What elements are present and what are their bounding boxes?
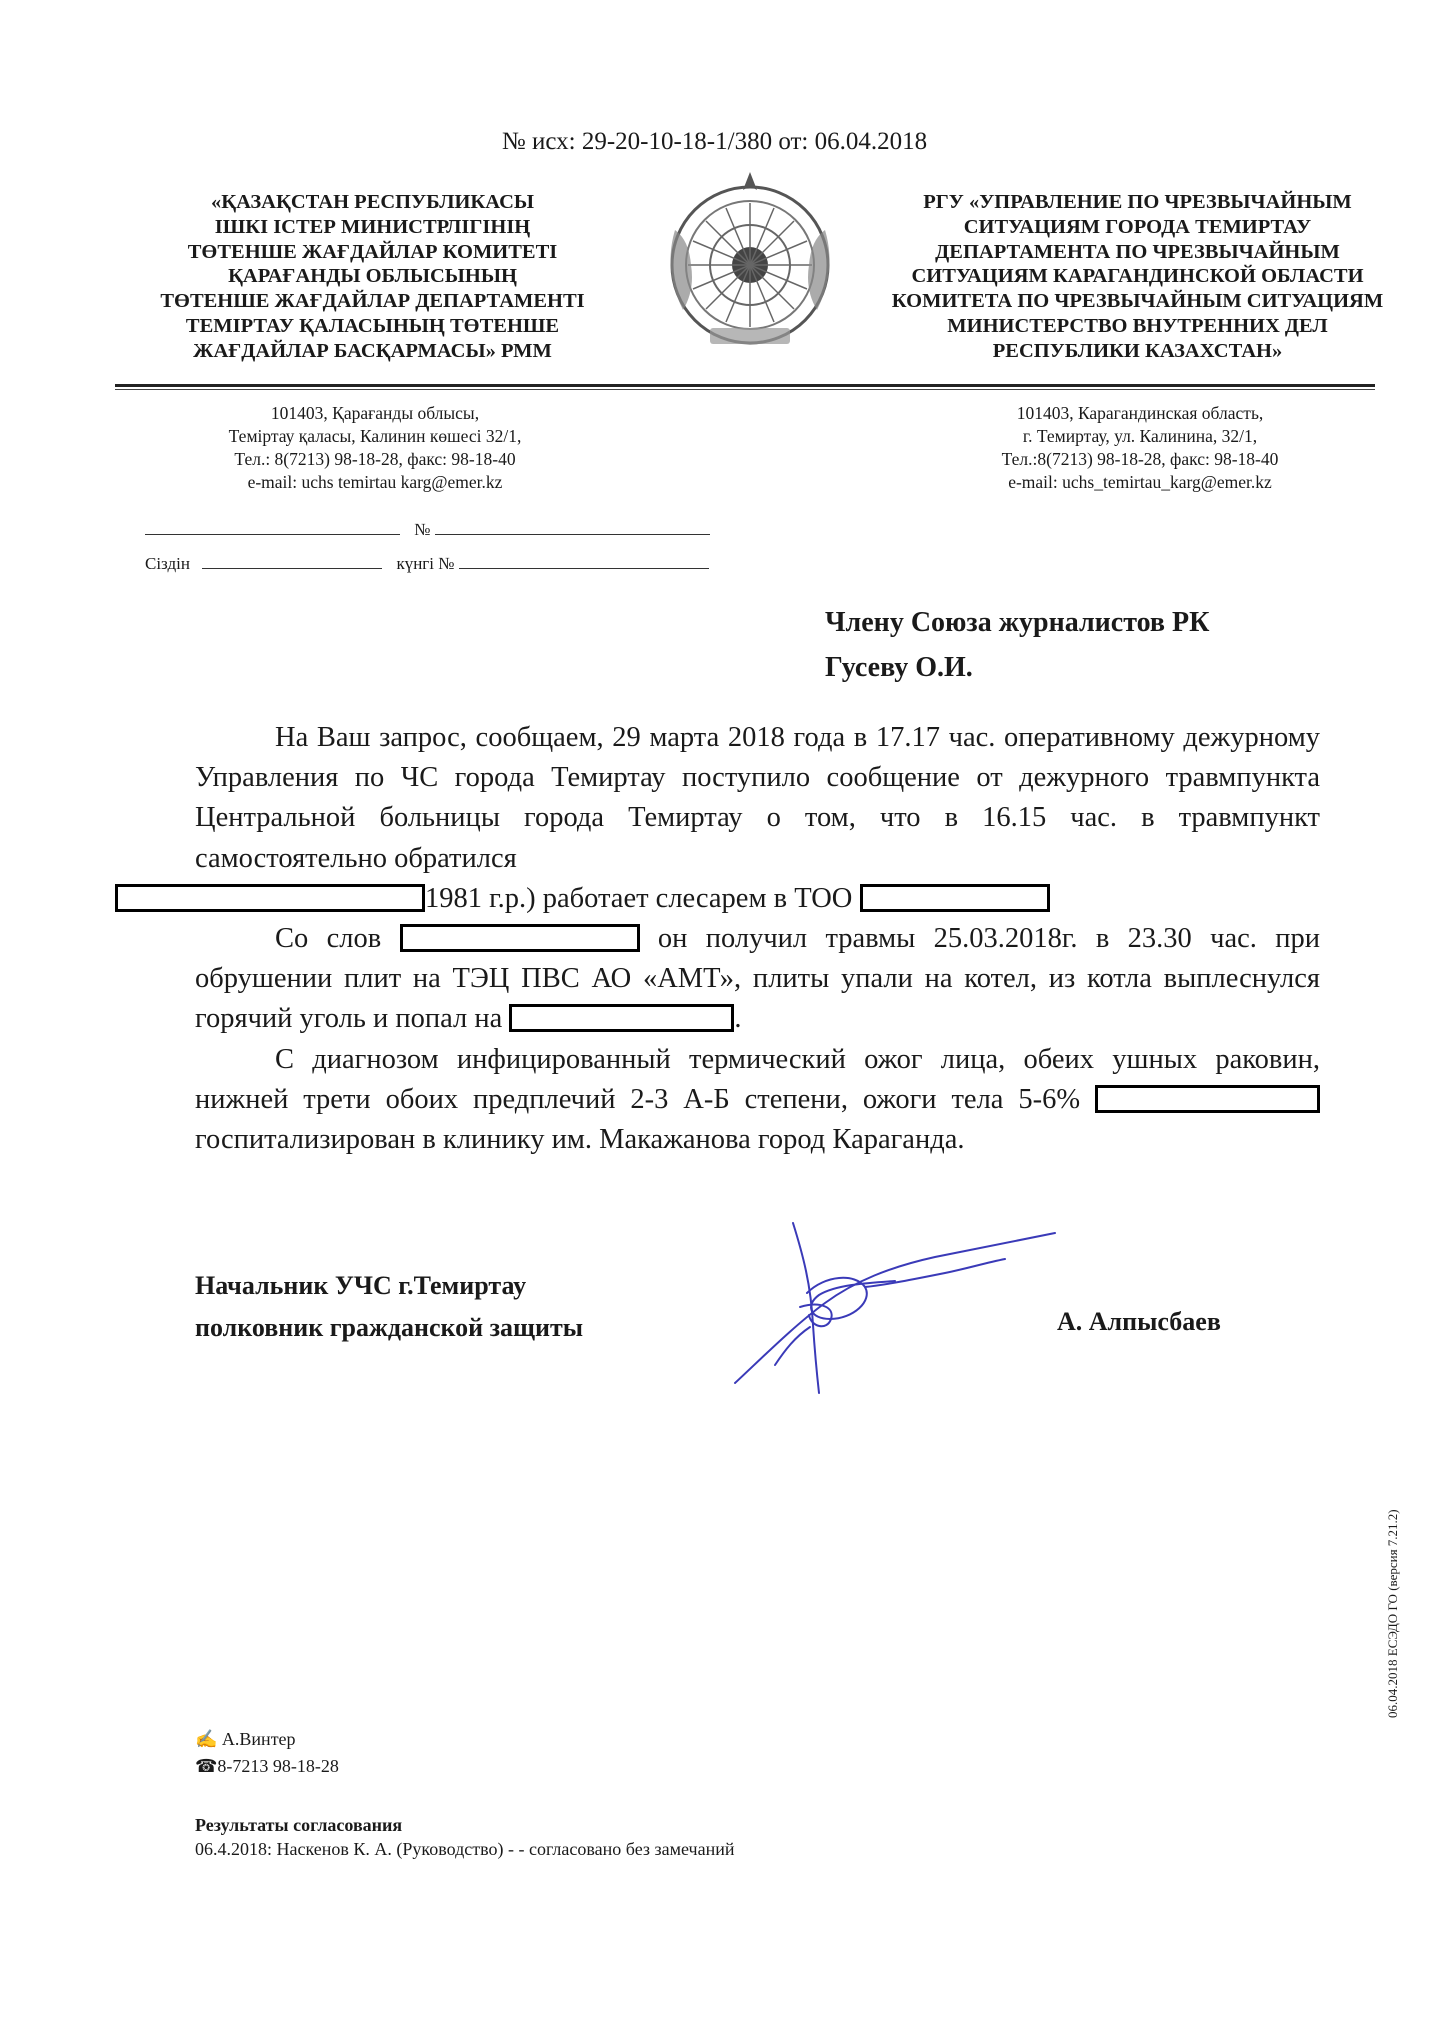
org-ru-line: СИТУАЦИЯМ КАРАГАНДИНСКОЙ ОБЛАСТИ <box>911 265 1364 288</box>
signatory-name: А. Алпысбаев <box>1057 1307 1221 1336</box>
address-line: e-mail: uchs_temirtau_karg@emer.kz <box>1008 472 1272 492</box>
blank-field <box>145 518 400 535</box>
address-line: e-mail: uchs temirtau karg@emer.kz <box>247 472 503 492</box>
addressee-line: Члену Союза журналистов РК <box>825 607 1210 638</box>
org-kz-line: ҚАРАҒАНДЫ ОБЛЫСЫНЫҢ <box>228 265 517 288</box>
paragraph-text: . <box>734 1003 742 1035</box>
address-line: Тел.:8(7213) 98-18-28, факс: 98-18-40 <box>1001 449 1279 469</box>
blank-field <box>459 552 709 569</box>
org-kz-line: ІШКІ ІСТЕР МИНИСТРЛІГІНІҢ <box>214 215 531 238</box>
org-ru-line: РЕСПУБЛИКИ КАЗАХСТАН» <box>992 339 1283 362</box>
pen-icon: ✍ <box>195 1729 218 1749</box>
address-line: Тел.: 8(7213) 98-18-28, факс: 98-18-40 <box>234 449 516 469</box>
handwritten-signature <box>715 1215 1060 1400</box>
address-line: г. Темиртау, ул. Калинина, 32/1, <box>1022 426 1258 446</box>
redaction-box <box>115 884 425 912</box>
executor-phone-row <box>195 1753 339 1780</box>
redaction-box <box>860 884 1050 912</box>
org-ru-line: РГУ «УПРАВЛЕНИЕ ПО ЧРЕЗВЫЧАЙНЫМ <box>923 191 1352 213</box>
approval-line: 06.4.2018: Наскенов К. А. (Руководство) - - согласовано без замечаний <box>195 1839 735 1859</box>
paragraph <box>195 1040 1320 1161</box>
number-label: № <box>414 520 431 539</box>
reference-date-line <box>145 552 709 574</box>
paragraph <box>195 718 1320 919</box>
paragraph <box>195 919 1320 1040</box>
org-kz-line: ТӨТЕНШЕ ЖАҒДАЙЛАР ДЕПАРТАМЕНТІ <box>160 290 585 313</box>
paragraph-text: На Ваш запрос, сообщаем, 29 марта 2018 года в 17.17 час. оперативному дежурному Управления по ЧС города Темиртау поступило сообщение от дежурного травмпункта Центральной больницы города Темиртау о том, что в 16.15 час. в травмпункт самостоятельно обратился <box>195 722 1320 874</box>
yours-label: Сіздін <box>145 554 190 573</box>
executor-name: А.Винтер <box>221 1729 296 1749</box>
outgoing-number: № исх: 29-20-10-18-1/380 от: 06.04.2018 <box>501 128 928 155</box>
organization-name-ru <box>850 190 1425 364</box>
org-kz-line: ТЕМІРТАУ ҚАЛАСЫНЫҢ ТӨТЕНШЕ <box>185 314 560 337</box>
paragraph-text: С диагнозом инфицированный термический ожог лица, обеих ушных раковин, нижней трети обоих предплечий 2-3 А-Б степени, ожоги тела 5-6% <box>195 1043 1320 1115</box>
paragraph-text: 1981 г.р.) работает слесарем в ТОО <box>425 882 853 914</box>
edms-side-stamp-text: 06.04.2018 ЕСЭДО ГО (версия 7.21.2) <box>1385 1509 1400 1718</box>
addressee <box>825 600 1209 690</box>
paragraph-text: он получил травмы 25.03.2018г. в 23.30 час. при обрушении плит на ТЭЦ ПВС АО «АМТ», плиты упали на котел, из котла выплеснулся горячий уголь и попал на <box>195 923 1320 1035</box>
signatory-role-line: полковник гражданской защиты <box>195 1313 584 1342</box>
approval-results <box>195 1813 734 1861</box>
org-kz-line: «ҚАЗАҚСТАН РЕСПУБЛИКАСЫ <box>210 191 535 213</box>
executor-phone: 8-7213 98-18-28 <box>217 1756 339 1776</box>
telephone-icon: ☎ <box>195 1756 218 1776</box>
letter-body <box>195 718 1320 1160</box>
blank-field <box>435 518 710 535</box>
executor-info <box>195 1726 339 1780</box>
redaction-box <box>509 1004 734 1032</box>
signatory-role-line: Начальник УЧС г.Темиртау <box>195 1271 527 1300</box>
org-ru-line: ДЕПАРТАМЕНТА ПО ЧРЕЗВЫЧАЙНЫМ <box>935 240 1340 263</box>
paragraph-text: Со слов <box>275 923 382 955</box>
blank-field <box>202 552 382 569</box>
org-ru-line: СИТУАЦИЯМ ГОРОДА ТЕМИРТАУ <box>963 215 1312 238</box>
signatory-role <box>195 1265 583 1349</box>
redaction-box <box>1095 1085 1320 1113</box>
reference-number-line <box>145 518 710 540</box>
org-kz-line: ЖАҒДАЙЛАР БАСҚАРМАСЫ» РММ <box>193 339 552 362</box>
address-line: Теміртау қаласы, Калинин көшесі 32/1, <box>228 426 522 446</box>
header-divider-thin <box>115 389 1375 390</box>
executor-name-row <box>195 1726 339 1753</box>
addressee-line: Гусеву О.И. <box>825 652 973 683</box>
address-ru <box>900 402 1380 494</box>
org-kz-line: ТӨТЕНШЕ ЖАҒДАЙЛАР КОМИТЕТІ <box>187 240 558 263</box>
org-ru-line: КОМИТЕТА ПО ЧРЕЗВЫЧАЙНЫМ СИТУАЦИЯМ <box>891 290 1384 313</box>
organization-name-kz <box>100 190 645 364</box>
kazakhstan-state-emblem-icon <box>655 170 845 350</box>
paragraph-text: госпитализирован в клинику им. Макажанова город Караганда. <box>195 1124 965 1156</box>
header-divider <box>115 384 1375 387</box>
approval-heading: Результаты согласования <box>195 1815 403 1835</box>
address-line: 101403, Карагандинская область, <box>1016 403 1264 423</box>
address-kz <box>120 402 630 494</box>
date-number-label: күнгі № <box>396 554 455 573</box>
redaction-box <box>400 924 640 952</box>
org-ru-line: МИНИСТЕРСТВО ВНУТРЕННИХ ДЕЛ <box>947 314 1328 337</box>
address-line: 101403, Қарағанды облысы, <box>270 403 480 423</box>
